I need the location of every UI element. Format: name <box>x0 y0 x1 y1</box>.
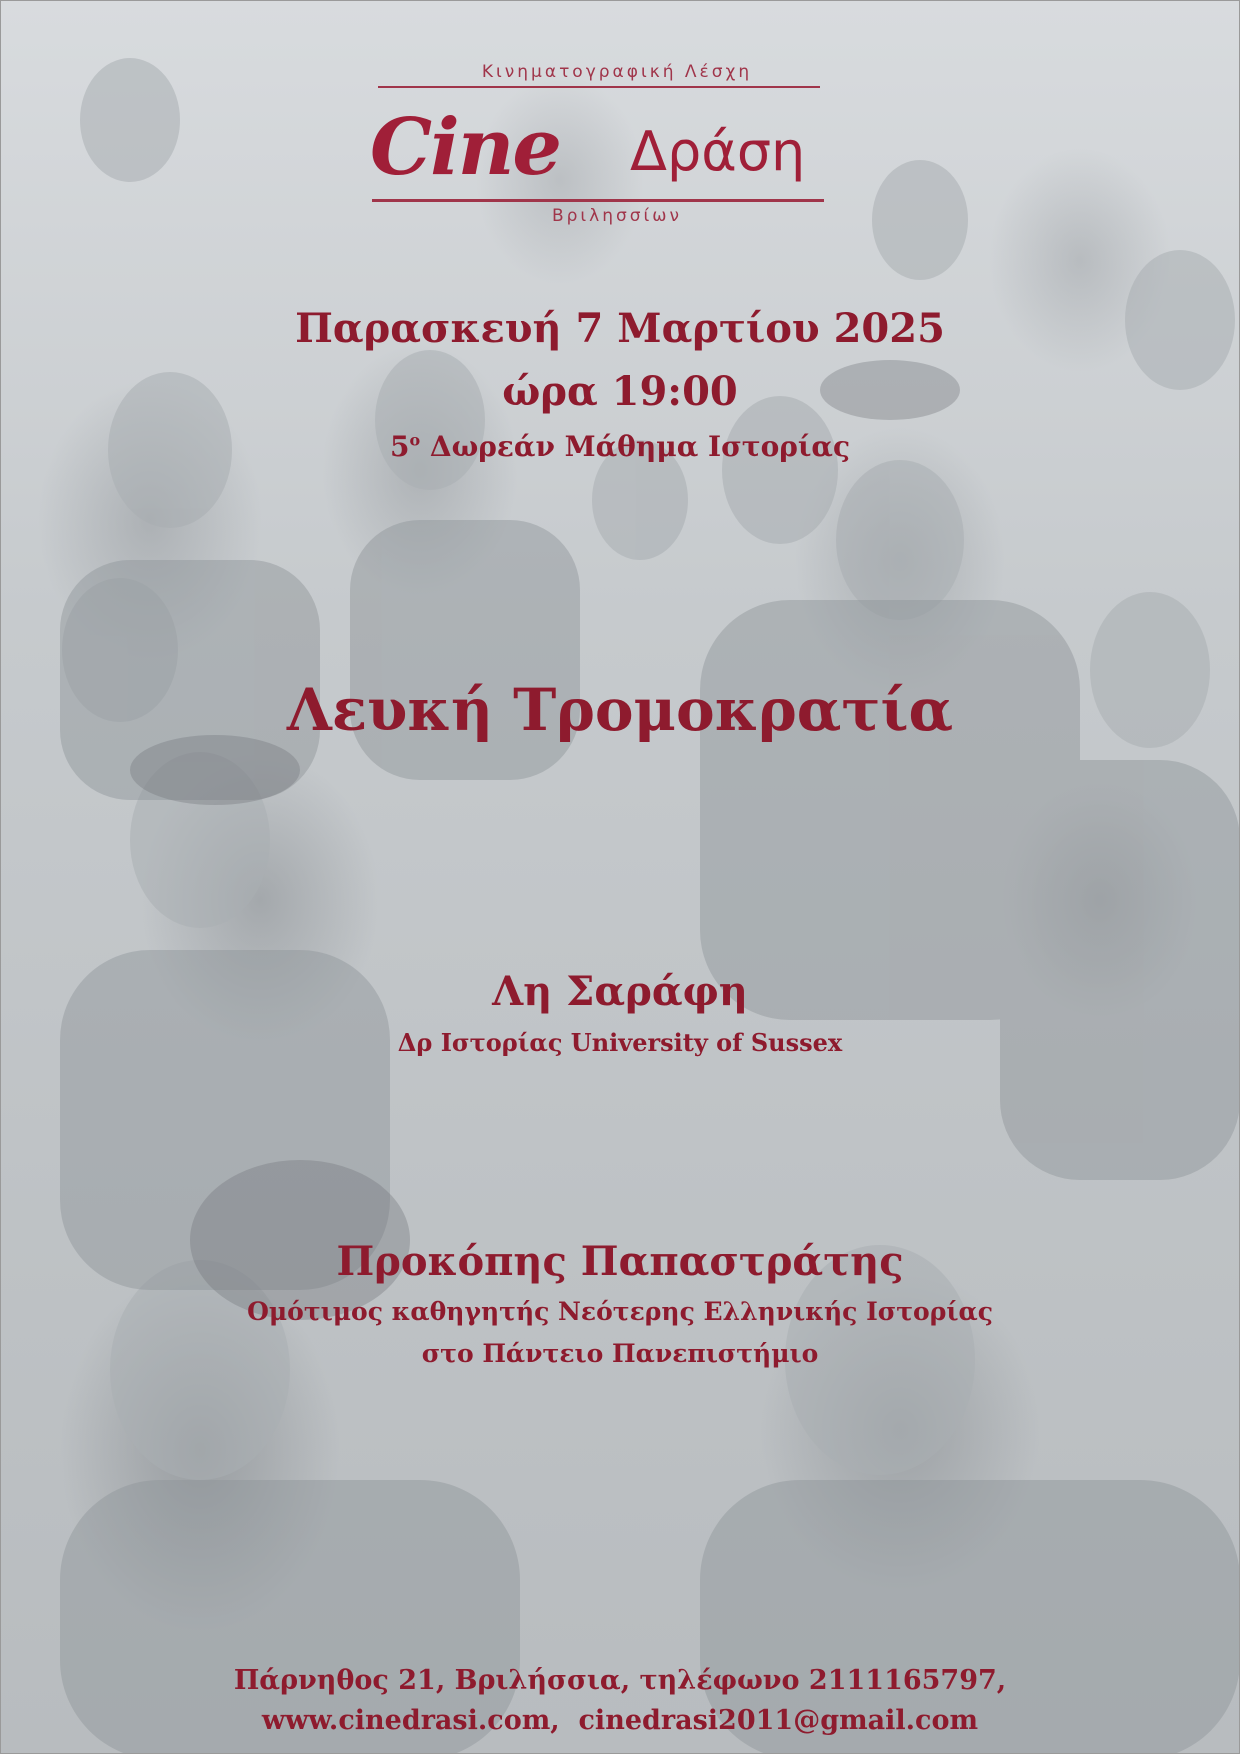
logo-top-text: Κινηματογραφική Λέσχη <box>481 62 753 82</box>
logo-bottom-text: Βριλησσίων <box>551 206 683 226</box>
event-time: ώρα 19:00 <box>502 368 738 415</box>
logo-brand-greek: Δράση <box>630 120 806 183</box>
speaker-2-role-line-2: στο Πάντειο Πανεπιστήμιο <box>421 1339 819 1368</box>
speaker-1-role: Δρ Ιστορίας University of Sussex <box>397 1028 843 1057</box>
contact-address-phone: Πάρνηθος 21, Βριλήσσια, τηλέφωνο 2111165797, <box>233 1665 1007 1696</box>
contact-web-email: www.cinedrasi.com, cinedrasi2011@gmail.com <box>261 1705 979 1736</box>
event-title: Λευκή Τρομοκρατία <box>286 676 954 744</box>
speaker-2-role-line-1: Ομότιμος καθηγητής Νεότερης Ελληνικής Ιστορίας <box>247 1297 993 1326</box>
lesson-subtitle <box>0 430 1240 463</box>
lesson-number: 5 <box>389 430 410 463</box>
logo-brand-latin: Cine <box>370 102 561 193</box>
logo-bottom-rule <box>372 199 824 202</box>
logo-top-rule <box>378 86 820 88</box>
speaker-2-name: Προκόπης Παπαστράτης <box>336 1238 904 1285</box>
lesson-ordinal-suffix: ο <box>409 430 421 450</box>
logo-wordmark <box>370 102 840 212</box>
speaker-1-name: Λη Σαράφη <box>492 968 748 1015</box>
lesson-text: Δωρεάν Μάθημα Ιστορίας <box>420 430 851 463</box>
event-date: Παρασκευή 7 Μαρτίου 2025 <box>295 305 945 352</box>
